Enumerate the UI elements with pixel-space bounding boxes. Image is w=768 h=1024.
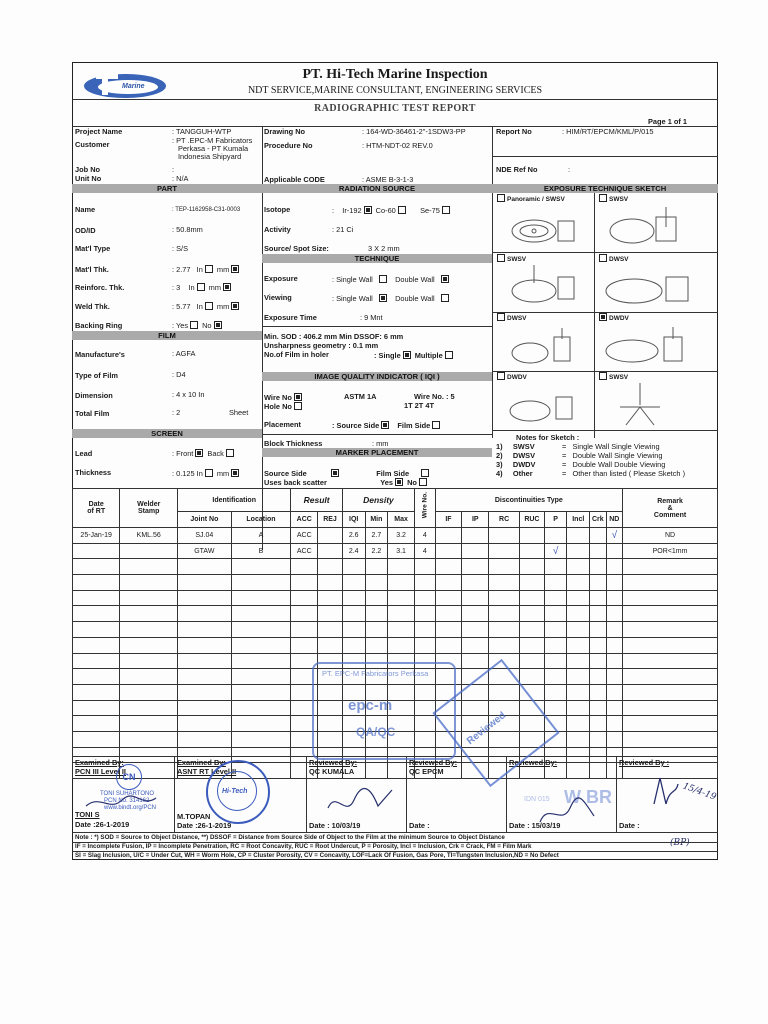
total-film-label: Total Film: [75, 409, 110, 418]
row2-location: B: [231, 543, 291, 559]
hitech-seal: [206, 760, 270, 824]
note-4: 4) Other: [496, 469, 533, 478]
col-result: Result: [291, 489, 343, 512]
table-row: [73, 528, 718, 544]
total-film-unit: Sheet: [229, 408, 249, 417]
lead-value: : Front Back: [172, 449, 236, 459]
film-type: : D4: [172, 370, 186, 379]
col-incl: Incl: [567, 512, 590, 528]
row2-max: 3.1: [388, 543, 415, 559]
row1-min: 2.7: [365, 528, 388, 544]
sketch-swsv-1: SWSV: [597, 194, 628, 205]
row1-max: 3.2: [388, 528, 415, 544]
drawing-no-label: Drawing No: [264, 127, 306, 136]
examiner-1-date: Date :26-1-2019: [75, 820, 130, 829]
customer-label: Customer: [75, 140, 110, 149]
row1-wire: 4: [415, 528, 436, 544]
col-date: Date of RT: [73, 489, 120, 528]
viewing-options: : Single Wall Double Wall: [332, 294, 451, 304]
film-section-bar: FILM: [72, 331, 262, 340]
job-no-label: Job No: [75, 165, 101, 174]
note-1-eq: = Single Wall Single Viewing: [562, 442, 660, 451]
col-nd: ND: [606, 512, 623, 528]
exposure-time-label: Exposure Time: [264, 313, 317, 322]
examiner-2-name: M.TOPAN: [177, 812, 211, 821]
company-name: PT. Hi-Tech Marine Inspection: [302, 67, 488, 82]
signature-1: [82, 792, 162, 814]
reviewer-1-date: Date : 10/03/19: [309, 821, 361, 830]
examined-by-1: Examined By:: [75, 758, 124, 767]
client-handwritten-initials: (BP): [670, 838, 690, 848]
note-2-eq: = Double Wall Single Viewing: [562, 451, 663, 460]
placement-label: Placement: [264, 420, 301, 429]
reviewer-3-date: Date : 15/03/19: [509, 821, 561, 830]
col-discontinuities: Discontinuities Type: [435, 489, 623, 512]
radiation-source-bar: RADIATION SOURCE: [262, 184, 492, 193]
reviewer-1: QC KUMALA: [309, 767, 355, 776]
examiner-1-name: TONI S: [75, 810, 100, 819]
part-name: : TEP-1162958-C31-0003: [172, 207, 241, 213]
pcn-stamp-name: TONI SUHARTONO: [100, 791, 155, 797]
exposure-options: : Single Wall Double Wall: [332, 275, 451, 285]
sketch-dwsv-1: DWSV: [597, 254, 629, 265]
back-scatter: Uses back scatter Yes No: [264, 478, 429, 488]
notes-title: Notes for Sketch :: [516, 433, 580, 442]
note-4-eq: = Other than listed ( Please Sketch ): [562, 469, 686, 478]
exposure-sketch-bar: EXPOSURE TECHNIQUE SKETCH: [492, 184, 718, 193]
col-p: P: [544, 512, 567, 528]
block-thickness-label: Block Thickness: [264, 439, 323, 448]
pcn-stamp-url: www.bindt.org/PCN: [104, 805, 157, 811]
signature-6: [648, 774, 688, 814]
col-joint: Joint No: [178, 512, 232, 528]
wire-no-label: Wire No: [264, 393, 304, 403]
reviewed-by-3: Reviewed By:: [509, 758, 558, 767]
note-1: 1) SWSV: [496, 442, 535, 451]
wbr-stamp: W BR: [564, 787, 612, 807]
epcm-stamp-logo: epc-m: [348, 697, 393, 714]
od-value: : 50.8mm: [172, 225, 203, 234]
unsharpness: Unsharpness geometry : 0.1 mm: [264, 341, 379, 350]
reviewer-2: QC EPCM: [409, 767, 444, 776]
spot-size: 3 X 2 mm: [368, 244, 400, 253]
row2-iqi: 2.4: [342, 543, 365, 559]
col-identification: Identification: [178, 489, 291, 512]
astm-type: ASTM 1A: [344, 392, 377, 401]
activity: : 21 Ci: [332, 225, 354, 234]
row1-remark: ND: [623, 528, 718, 544]
reviewer-4-date: Date :: [619, 821, 640, 830]
report-no: : HIM/RT/EPCM/KML/P/015: [562, 127, 654, 136]
total-film: : 2: [172, 408, 181, 417]
reviewed-by-1: Reviewed By:: [309, 758, 358, 767]
footer-note-1: Note : *) SOD = Source to Object Distance, **) DSSOF = Distance from Source Side of Object to the Film at the minimum Source to Object Distance: [75, 834, 505, 841]
col-wire: Wire No.: [415, 489, 436, 528]
customer-line3: Indonesia Shipyard: [178, 152, 242, 161]
footer-note-2: IF = Incomplete Fusion, IP = Incomplete Penetration, RC = Root Concavity, RUC = Root Undercut, P = Porosity, Incl = Inclusion, Crk = Crack, FM = Film Mark: [75, 843, 532, 850]
row1-welder: KML.56: [120, 528, 178, 544]
marker-source-side: Source Side Film Side: [264, 469, 431, 479]
lead-label: Lead: [75, 449, 93, 458]
signature-3: [322, 782, 402, 822]
col-ruc: RUC: [520, 512, 545, 528]
col-crk: Crk: [590, 512, 606, 528]
examiner-1-level: PCN III Level II: [75, 767, 126, 776]
sketch-dwdv: DWDV: [597, 313, 629, 324]
weld-thk-label: Weld Thk.: [75, 302, 110, 311]
reinforcement: : 3 In mm: [172, 283, 233, 293]
report-no-label: Report No: [496, 127, 532, 136]
exposure-label: Exposure: [264, 274, 298, 283]
signature-5: [532, 792, 602, 832]
iqi-bar: IMAGE QUALITY INDICATOR ( IQI ): [262, 372, 492, 381]
mat-thk: : 2.77 In mm: [172, 265, 241, 275]
hole-no-label: Hole No: [264, 402, 304, 412]
note-3: 3) DWDV: [496, 460, 536, 469]
report-title: RADIOGRAPHIC TEST REPORT: [314, 103, 476, 114]
examiner-2-date: Date :26-1-2019: [177, 821, 232, 830]
note-2: 2) DWSV: [496, 451, 536, 460]
sketch-swsv-2: SWSV: [495, 254, 526, 265]
row1-location: A: [231, 528, 291, 544]
customer-line2: Perkasa - PT Kumala: [178, 144, 249, 153]
film-type-label: Type of Film: [75, 371, 118, 380]
pcn-stamp-number: PCN No. 314162: [104, 798, 150, 804]
wire-no: Wire No. : 5: [414, 392, 455, 401]
reviewed-by-4: Reviewed By :: [619, 758, 670, 767]
examiner-2-level: ASNT RT Level II: [177, 767, 237, 776]
col-remark: Remark & Comment: [623, 489, 718, 528]
part-name-label: Name: [75, 205, 96, 214]
company-services: NDT SERVICE,MARINE CONSULTANT, ENGINEERING SERVICES: [247, 85, 543, 96]
examined-by-2: Examined By:: [177, 758, 226, 767]
page-number: Page 1 of 1: [648, 117, 688, 126]
col-acc: ACC: [291, 512, 318, 528]
row1-iqi: 2.6: [342, 528, 365, 544]
procedure-no: : HTM-NDT-02 REV.0: [362, 141, 433, 150]
min-sod: Min. SOD : 406.2 mm Min DSSOF: 6 mm: [264, 332, 404, 341]
table-header-row-1: [73, 489, 718, 512]
activity-label: Activity: [264, 225, 291, 234]
col-ip: IP: [462, 512, 489, 528]
epcm-stamp-qaqc: QA/QC: [356, 725, 396, 739]
col-if: IF: [435, 512, 462, 528]
row1-acc: ACC: [291, 528, 318, 544]
job-no: :: [172, 165, 175, 174]
col-iqi: IQI: [342, 512, 365, 528]
applicable-code: : ASME B-3-1-3: [362, 175, 414, 184]
sketch-panoramic: Panoramic / SWSV: [495, 194, 565, 205]
reviewed-by-2: Reviewed By:: [409, 758, 458, 767]
part-section-bar: PART: [72, 184, 262, 193]
applicable-code-label: Applicable CODE: [264, 175, 325, 184]
sketch-swsv-3: SWSV: [597, 372, 628, 383]
screen-section-bar: SCREEN: [72, 429, 262, 438]
backing-no-checkbox[interactable]: [214, 321, 222, 329]
manufacture: : AGFA: [172, 349, 196, 358]
unit-no-label: Unit No: [75, 174, 102, 183]
exposure-time: : 9 Mnt: [360, 313, 383, 322]
epcm-stamp-company: PT. EPC-M Fabricators Perkasa: [322, 669, 429, 678]
col-rc: RC: [489, 512, 520, 528]
row2-remark: POR<1mm: [623, 543, 718, 559]
exposure-sketch-drawings: [492, 193, 718, 438]
reinforcement-label: Reinforc. Thk.: [75, 283, 125, 292]
col-rej: REJ: [318, 512, 343, 528]
nde-ref-label: NDE Ref No: [496, 165, 538, 174]
reviewed-stamp-text: Reviewed: [464, 710, 509, 748]
col-location: Location: [231, 512, 291, 528]
hitech-seal-text: Hi-Tech: [222, 788, 248, 795]
footer-note-3: SI = Slag Inclusion, U/C = Under Cut, WH = Worm Hole, CP = Cluster Porosity, CV = Concavity, LOF=Lack Of Fusion, Gas Pore, TI=Tungsten Inclusion,ND = No Defect: [75, 852, 559, 859]
row1-nd-check: √: [606, 528, 623, 544]
mat-type: : S/S: [172, 244, 189, 253]
isotope-options: : Ir-192 Co-60 Se-75: [332, 206, 452, 216]
row1-date: 25-Jan-19: [73, 528, 120, 544]
isotope-label: Isotope: [264, 205, 291, 214]
backing-ring-label: Backing Ring: [75, 321, 123, 330]
row1-joint: SJ.04: [178, 528, 232, 544]
table-row: [73, 543, 718, 559]
sketch-dwdv-2: DWDV: [495, 372, 527, 383]
project-name-label: Project Name: [75, 127, 123, 136]
od-label: OD/ID: [75, 226, 96, 235]
screen-thickness: : 0.125 In mm: [172, 469, 241, 479]
sketch-dwsv-2: DWSV: [495, 313, 527, 324]
technique-bar: TECHNIQUE: [262, 254, 492, 263]
unit-no: : N/A: [172, 174, 189, 183]
note-3-eq: = Double Wall Double Viewing: [562, 460, 666, 469]
col-max: Max: [388, 512, 415, 528]
viewing-label: Viewing: [264, 293, 292, 302]
client-handwritten-date: 15/4-19: [681, 781, 718, 803]
screen-thickness-label: Thickness: [75, 468, 112, 477]
col-min: Min: [365, 512, 388, 528]
row2-min: 2.2: [365, 543, 388, 559]
row2-acc: ACC: [291, 543, 318, 559]
backing-yes-checkbox[interactable]: [190, 321, 198, 329]
row2-joint: GTAW: [178, 543, 232, 559]
idn-stamp-code: IDN 015: [524, 796, 550, 803]
dimension: : 4 x 10 In: [172, 390, 205, 399]
weld-thk: : 5.77 In mm: [172, 302, 241, 312]
report-sheet: [72, 62, 718, 862]
marker-placement-bar: MARKER PLACEMENT: [262, 448, 492, 457]
block-thickness: : mm: [372, 439, 389, 448]
mat-type-label: Mat'l Type: [75, 244, 111, 253]
pcn-stamp-logo: CN: [116, 764, 142, 790]
project-name: : TANGGUH-WTP: [172, 127, 232, 136]
reviewer-2-date: Date :: [409, 821, 430, 830]
films-in-holder: : Single Multiple: [374, 351, 455, 361]
row2-wire: 4: [415, 543, 436, 559]
backing-ring: : Yes No: [172, 321, 224, 331]
dimension-label: Dimension: [75, 391, 113, 400]
hole-options: 1T 2T 4T: [404, 401, 434, 410]
mat-thk-label: Mat'l Thk.: [75, 265, 109, 274]
drawing-no: : 164-WD-36461-2"-1SDW3-PP: [362, 127, 466, 136]
nde-ref: :: [568, 165, 571, 174]
placement-options: : Source Side Film Side: [332, 421, 442, 431]
row2-p-check: √: [544, 543, 567, 559]
films-in-holder-label: No.of Film in holer: [264, 350, 329, 359]
manufacture-label: Manufacture's: [75, 350, 125, 359]
spot-size-label: Source/ Spot Size:: [264, 244, 329, 253]
col-density: Density: [342, 489, 414, 512]
col-welder: Welder Stamp: [120, 489, 178, 528]
customer-line1: : PT .EPC-M Fabricators: [172, 136, 253, 145]
logo-text: Marine: [122, 83, 145, 90]
procedure-no-label: Procedure No: [264, 141, 313, 150]
